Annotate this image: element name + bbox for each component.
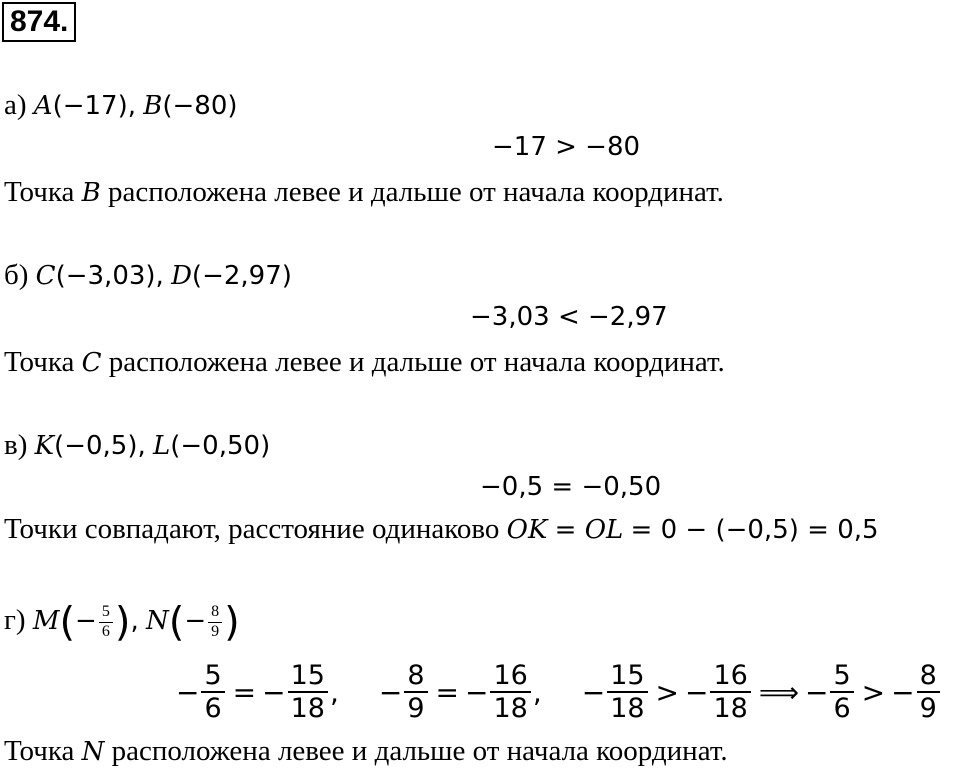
point-c-name: C <box>35 261 56 291</box>
numerator: 5 <box>99 603 113 622</box>
greater-sign: > <box>861 675 886 709</box>
denominator: 9 <box>211 622 220 640</box>
segment-ol: OL <box>584 515 624 545</box>
numerator: 8 <box>404 660 427 693</box>
minus-sign: − <box>581 675 606 709</box>
fraction-8-9 <box>917 660 940 724</box>
greater-sign: > <box>655 675 680 709</box>
comma: , <box>329 675 339 709</box>
fraction-15-18 <box>607 660 647 724</box>
part-g-result <box>4 734 728 769</box>
result-text: Точка <box>4 176 75 208</box>
part-b-points <box>4 258 292 293</box>
numerator: 5 <box>201 660 224 693</box>
fraction-16-18 <box>710 660 750 724</box>
fraction-5-6 <box>201 660 224 724</box>
numerator: 15 <box>288 660 328 693</box>
fraction-5-6 <box>830 660 853 724</box>
part-g-fraction-comparison <box>176 660 942 724</box>
minus-sign: − <box>75 606 97 636</box>
numerator: 16 <box>710 660 750 693</box>
implies-sign: ⟹ <box>758 675 799 709</box>
paren-close: ) <box>224 599 240 646</box>
denominator: 6 <box>833 693 851 725</box>
distance-calc: = 0 − (−0,5) = 0,5 <box>630 515 879 545</box>
result-point: B <box>81 178 101 208</box>
point-b-value: (−80) <box>162 91 238 121</box>
minus-sign: − <box>176 675 200 709</box>
paren-close: ) <box>114 599 131 646</box>
point-m-name: M <box>32 606 60 636</box>
equals-sign: = <box>232 675 257 709</box>
result-text: расположена левее и дальше от начала координат. <box>108 346 725 378</box>
minus-sign: − <box>804 675 829 709</box>
denominator: 18 <box>713 693 748 725</box>
part-b-result <box>4 345 725 380</box>
part-a-points <box>4 88 238 123</box>
point-c-value: (−3,03), <box>55 261 164 291</box>
equals-sign: = <box>435 675 459 709</box>
part-v-result <box>4 512 879 547</box>
point-n-fraction <box>208 603 222 641</box>
minus-sign: − <box>262 675 286 709</box>
denominator: 6 <box>204 693 222 725</box>
numerator: 5 <box>830 660 853 693</box>
part-b-comparison: −3,03 < −2,97 <box>470 302 668 332</box>
point-k-value: (−0,5), <box>54 431 146 461</box>
point-b-name: B <box>143 91 163 121</box>
part-a-result <box>4 175 724 210</box>
point-k-name: K <box>34 431 55 461</box>
part-v-points <box>4 428 270 463</box>
paren-open: ( <box>59 599 76 646</box>
result-text: Точки совпадают, расстояние одинаково <box>4 513 500 545</box>
point-m-fraction <box>99 603 113 641</box>
segment-ok: OK <box>506 515 548 545</box>
denominator: 18 <box>290 693 325 725</box>
denominator: 18 <box>493 693 528 725</box>
paren-open: ( <box>168 599 185 646</box>
comma: , <box>532 675 542 709</box>
point-l-name: L <box>152 431 171 461</box>
numerator: 15 <box>607 660 647 693</box>
numerator: 8 <box>208 603 222 622</box>
numerator: 8 <box>917 660 940 693</box>
denominator: 9 <box>407 693 425 725</box>
fraction-15-18 <box>288 660 328 724</box>
denominator: 18 <box>610 693 645 725</box>
denominator: 9 <box>919 693 937 725</box>
minus-sign: − <box>464 675 489 709</box>
minus-sign: − <box>891 675 915 709</box>
point-a-name: A <box>33 91 53 121</box>
numerator: 16 <box>490 660 530 693</box>
denominator: 6 <box>101 622 110 640</box>
result-text: Точка <box>4 735 75 767</box>
problem-number: 874. <box>2 2 76 42</box>
part-g-label: г) <box>4 604 26 636</box>
point-l-value: (−0,50) <box>170 431 271 461</box>
point-d-name: D <box>171 261 192 291</box>
minus-sign: − <box>184 606 207 636</box>
result-point: N <box>81 737 105 767</box>
fraction-16-18 <box>490 660 530 724</box>
part-a-label: а) <box>4 89 27 121</box>
result-text: Точка <box>4 346 75 378</box>
result-text: расположена левее и дальше от начала координат. <box>108 176 724 208</box>
part-v-label: в) <box>4 429 28 461</box>
part-g-points: г) M(− $\frac{5}{6}$ ), N(− $\frac{8}{9}$ ) <box>4 599 240 646</box>
minus-sign: − <box>685 675 709 709</box>
part-a-comparison: −17 > −80 <box>492 132 641 162</box>
result-text: расположена левее и дальше от начала координат. <box>111 735 728 767</box>
point-d-value: (−2,97) <box>191 261 292 291</box>
equals-sign: = <box>554 515 585 545</box>
part-v-comparison: −0,5 = −0,50 <box>480 472 662 502</box>
minus-sign: − <box>378 675 403 709</box>
result-point: C <box>81 348 102 378</box>
fraction-8-9 <box>404 660 427 724</box>
point-a-value: (−17), <box>52 91 136 121</box>
part-b-label: б) <box>4 259 29 291</box>
point-n-name: N <box>145 606 169 636</box>
